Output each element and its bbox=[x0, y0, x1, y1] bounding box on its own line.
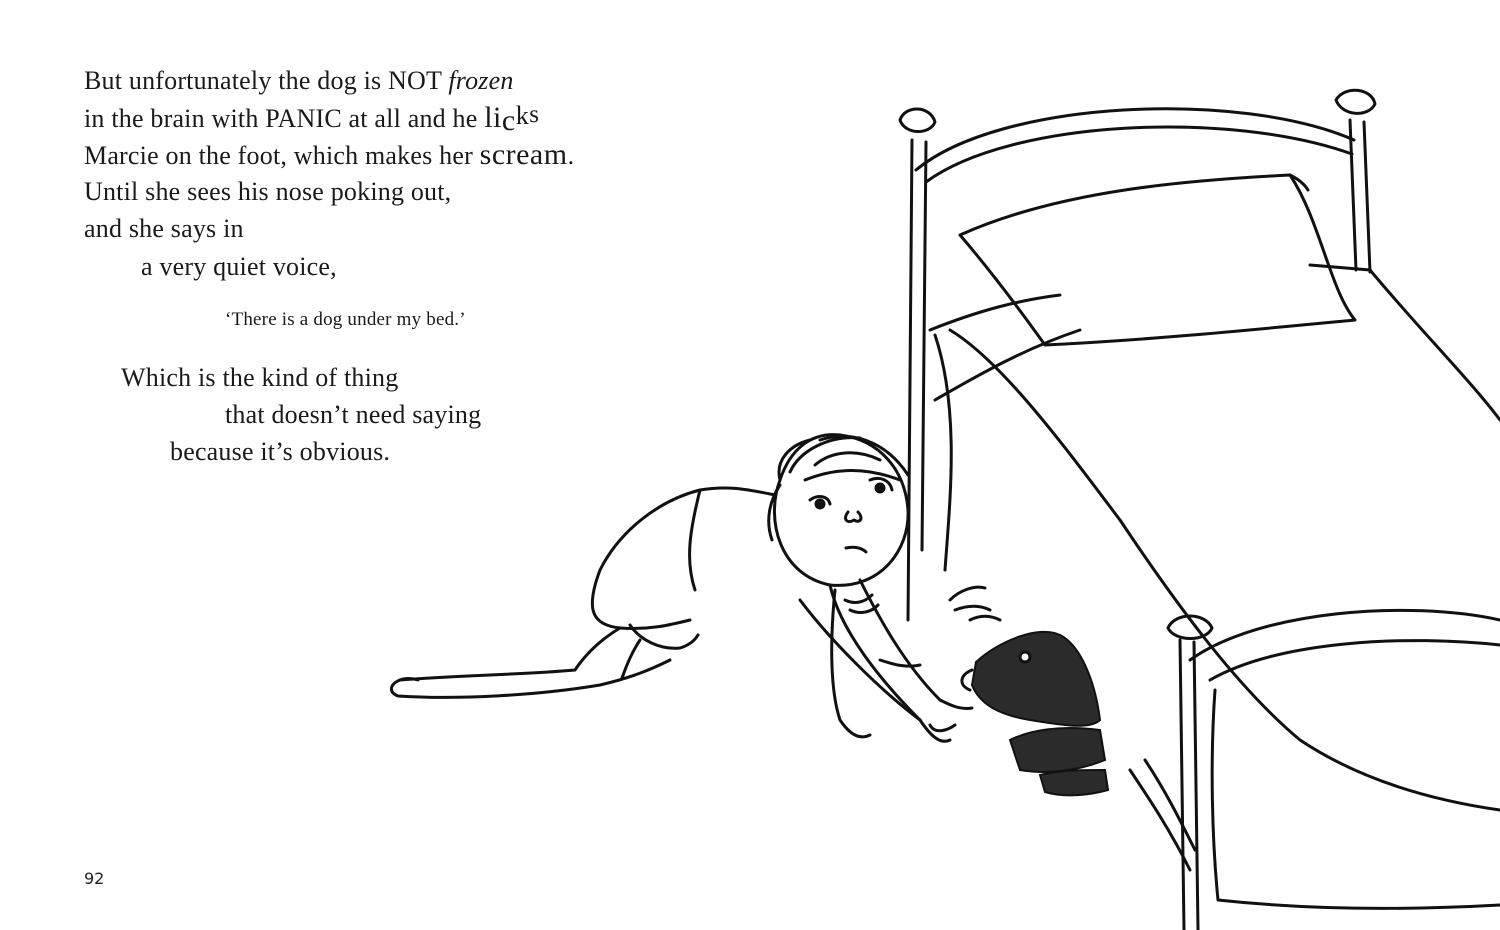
text-line-1-main: But unfortunately the dog is NOT bbox=[84, 66, 449, 95]
text-line-5: and she says in bbox=[84, 214, 244, 243]
illustration-drawing bbox=[360, 80, 1500, 930]
text-line-7: Which is the kind of thing bbox=[121, 363, 399, 392]
licks-letter: k bbox=[515, 101, 530, 130]
licks-letter: l bbox=[484, 101, 494, 134]
text-line-3-main: Marcie on the foot, which makes her bbox=[84, 141, 480, 170]
licks-letter: c bbox=[501, 104, 516, 137]
text-line-3-end: . bbox=[567, 141, 575, 170]
text-line-6: a very quiet voice, bbox=[141, 252, 337, 281]
text-line-4: Until she sees his nose poking out, bbox=[84, 177, 452, 206]
frozen-word: frozen bbox=[448, 66, 514, 95]
licks-letter: s bbox=[529, 101, 540, 128]
quote-line: ‘There is a dog under my bed.’ bbox=[225, 309, 466, 330]
scream-word: scream bbox=[479, 138, 568, 171]
text-line-2-main: in the brain with PANIC at all and he bbox=[84, 104, 485, 133]
text-line-9: because it’s obvious. bbox=[170, 437, 391, 466]
page-number: 92 bbox=[84, 869, 105, 888]
text-line-8: that doesn’t need saying bbox=[225, 400, 482, 429]
licks-letter: i bbox=[493, 101, 502, 134]
bed-girl-dog-illustration bbox=[360, 80, 1500, 930]
